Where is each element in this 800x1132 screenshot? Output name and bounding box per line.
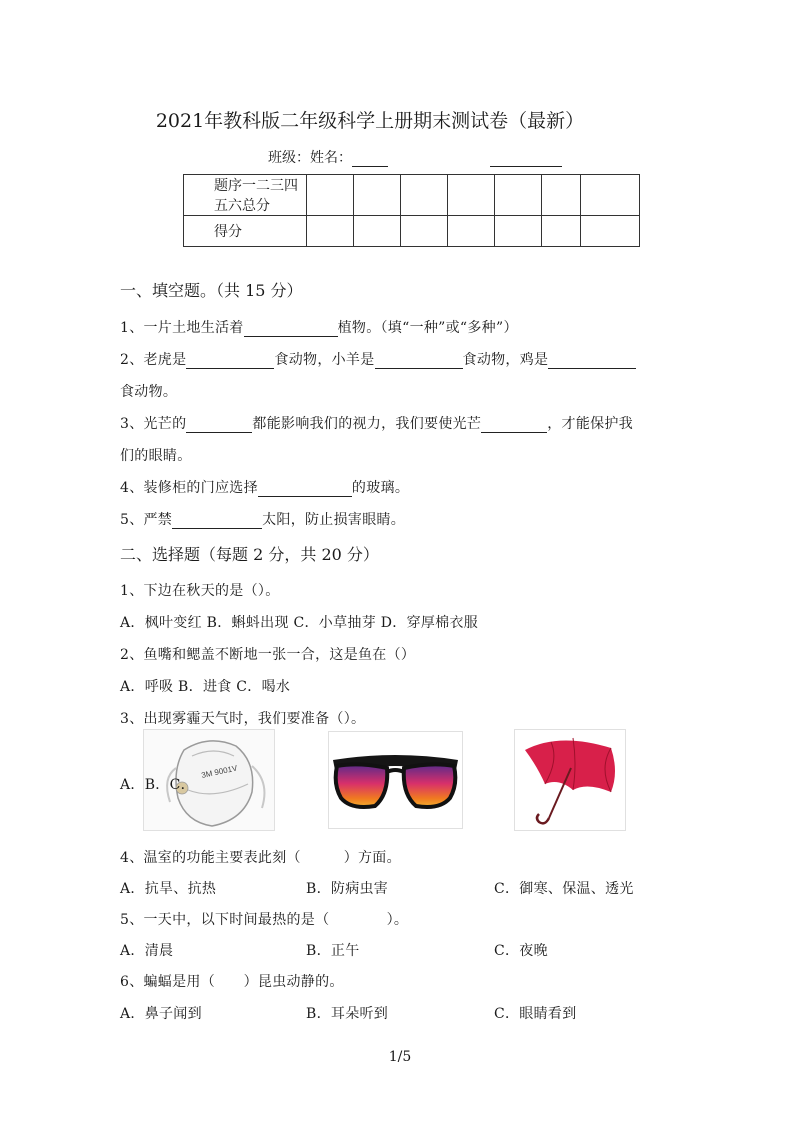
s2-q5-option-a[interactable]: A．清晨 (120, 943, 174, 959)
score-cell[interactable] (401, 175, 448, 216)
s1-q4 (120, 477, 409, 497)
s1-q2-blank-3[interactable] (548, 352, 636, 369)
score-cell[interactable] (307, 216, 354, 247)
s1-q2-part-c: 食动物，鸡是 (462, 352, 549, 368)
class-name-line (268, 147, 562, 167)
s2-q5-stem: 5、一天中，以下时间最热的是（ ）。 (120, 912, 409, 928)
s1-q3-cont: 们的眼睛。 (120, 448, 192, 464)
s1-q4-blank[interactable] (258, 480, 352, 497)
s2-q1-stem: 1、下边在秋天的是（）。 (120, 583, 280, 599)
section1-heading: 一、填空题。（共 15 分） (120, 281, 303, 300)
name-blank[interactable] (352, 151, 388, 167)
s2-q5-option-b[interactable]: B．正午 (306, 943, 360, 959)
score-cell[interactable] (542, 216, 581, 247)
s2-q6-option-c[interactable]: C．眼睛看到 (494, 1006, 577, 1022)
s1-q5-part-a: 5、严禁 (120, 512, 173, 528)
s1-q5-blank[interactable] (172, 512, 262, 529)
s2-q4-option-c[interactable]: C．御寒、保温、透光 (494, 881, 634, 897)
score-cell[interactable] (495, 175, 542, 216)
score-cell[interactable] (581, 175, 640, 216)
extra-blank[interactable] (490, 151, 562, 167)
s2-q1-options[interactable]: A．枫叶变红 B．蝌蚪出现 C．小草抽芽 D．穿厚棉衣服 (120, 615, 479, 631)
s1-q3-part-b: 都能影响我们的视力，我们要使光芒 (252, 416, 482, 432)
s2-q4-option-a[interactable]: A．抗旱、抗热 (120, 881, 217, 897)
score-table (183, 174, 640, 247)
table-row (184, 175, 640, 216)
table-row (184, 216, 640, 247)
score-cell[interactable] (542, 175, 581, 216)
s2-q6-stem: 6、蝙蝠是用（ ）昆虫动静的。 (120, 974, 344, 990)
s1-q5 (120, 509, 405, 529)
s2-q3-stem: 3、出现雾霾天气时，我们要准备（）。 (120, 711, 366, 727)
s2-q2-stem: 2、鱼嘴和鳃盖不断地一张一合，这是鱼在（） (120, 647, 416, 663)
page-number: 1/5 (388, 1049, 412, 1065)
s1-q3-part-a: 3、光芒的 (120, 416, 187, 432)
score-cell[interactable] (354, 175, 401, 216)
score-cell[interactable] (495, 216, 542, 247)
s1-q2-cont: 食动物。 (120, 384, 178, 400)
s1-q2-blank-2[interactable] (375, 352, 463, 369)
score-cell[interactable] (448, 175, 495, 216)
s1-q2-part-a: 2、老虎是 (120, 352, 187, 368)
score-cell[interactable] (448, 216, 495, 247)
s1-q3 (120, 413, 633, 433)
s2-q5-option-c[interactable]: C．夜晚 (494, 943, 548, 959)
s1-q3-blank-2[interactable] (481, 416, 547, 433)
s1-q1-part-b: 植物。（填“一种”或“多种”） (337, 320, 518, 336)
s1-q4-part-b: 的玻璃。 (351, 480, 410, 496)
mask-print-text: 3M 9001V (200, 763, 239, 780)
score-table-header: 题序一二三四五六总分 (184, 175, 307, 216)
umbrella-icon (515, 730, 625, 830)
s2-q6-option-a[interactable]: A．鼻子闻到 (120, 1006, 202, 1022)
s1-q3-part-c: ，才能保护我 (547, 416, 634, 432)
s1-q1 (120, 317, 518, 337)
class-label: 班级： (268, 150, 310, 166)
s1-q2 (120, 349, 636, 369)
page-title: 2021年教科版二年级科学上册期末测试卷（最新） (155, 110, 585, 132)
name-label: 姓名： (310, 150, 352, 166)
s1-q3-blank-1[interactable] (186, 416, 252, 433)
score-cell[interactable] (307, 175, 354, 216)
s2-q4-option-b[interactable]: B．防病虫害 (306, 881, 389, 897)
s1-q2-blank-1[interactable] (186, 352, 274, 369)
s1-q4-part-a: 4、装修柜的门应选择 (120, 480, 258, 496)
s1-q1-blank[interactable] (244, 320, 338, 337)
s1-q1-part-a: 1、一片土地生活着 (120, 320, 244, 336)
sunglasses-image[interactable] (328, 731, 463, 829)
section2-heading: 二、选择题（每题 2 分，共 20 分） (120, 545, 379, 564)
score-cell[interactable] (354, 216, 401, 247)
score-row-label: 得分 (184, 216, 307, 247)
s2-q2-options[interactable]: A．呼吸 B．进食 C．喝水 (120, 679, 291, 695)
s1-q5-part-b: 太阳，防止损害眼睛。 (262, 512, 406, 528)
sunglasses-icon (329, 732, 462, 828)
s2-q3-options[interactable]: A．B．C． (120, 777, 195, 793)
score-cell[interactable] (581, 216, 640, 247)
score-cell[interactable] (401, 216, 448, 247)
s2-q4-stem: 4、温室的功能主要表此刻（ ）方面。 (120, 850, 401, 866)
umbrella-image[interactable] (514, 729, 626, 831)
s1-q2-part-b: 食动物，小羊是 (274, 352, 375, 368)
s2-q6-option-b[interactable]: B．耳朵听到 (306, 1006, 389, 1022)
